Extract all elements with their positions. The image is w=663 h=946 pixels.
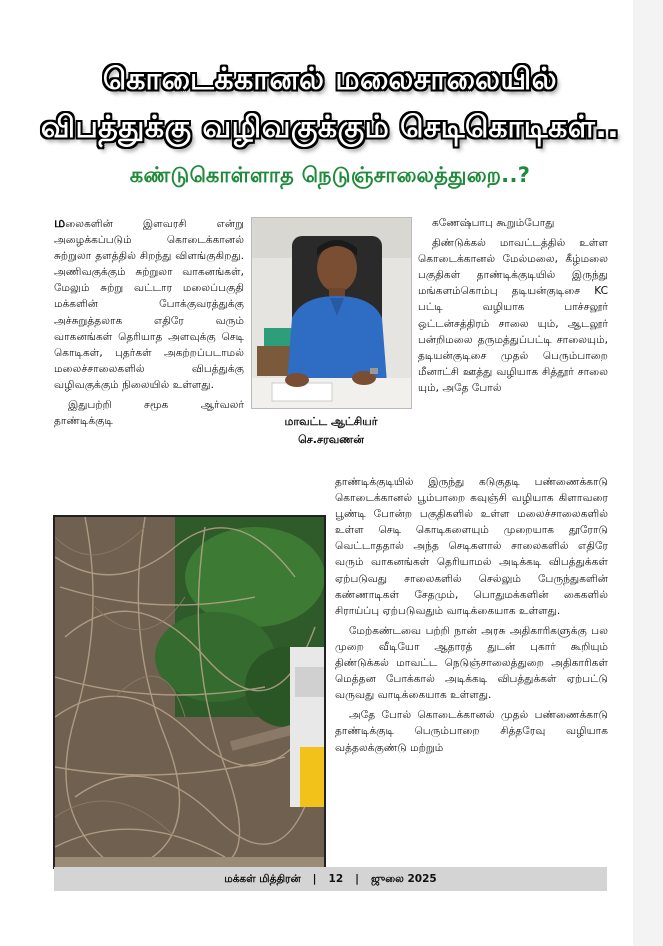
collector-photo-illustration bbox=[252, 218, 411, 408]
wide-column bbox=[335, 474, 608, 760]
right-para-2: திண்டுக்கல் மாவட்டத்தில் உள்ள கொடைக்கானல் மேல்மலை, கீழ்மலை பகுதிகள் தாண்டிக்குடியில் இருந்து மங்களம்கொம்பு தடியன்குடிசை KC பட்டி வழியாக பாச்சலூர் ஒட்டன்சத்திரம் சாலை யும், ஆடலூர் பன்றிமலை தருமத்துப்பட்டி சாலையும், தடியன்குடிசை முதல் பெரும்பாறை மீனாட்சி ஊத்து வழியாக சித்தூர் சாலை யும், அதே போல் bbox=[418, 237, 608, 394]
left-para-1-text: லைகளின் இளவரசி என்று அழைக்கப்படும் கொடைக்கானல் சுற்றுலா தளத்தில் சிறந்து விளங்குகிறது. அணிவகுக்கும் சுற்றுலா வாகனங்கள், மேலும் சுற்று வட்டார மலைப்பகுதி மக்களின் போக்குவரத்துக்கு அச்சுறுத்தலாக எதிரே வரும் வாகனங்கள் தெரியாத அளவுக்கு செடி கொடிகள், புதர்கள் அகற்றப்படாமல் மலைச்சாலைகளில் விபத்துக்கு வழிவகுக்கும் நிலையில் உள்ளது. bbox=[54, 218, 244, 391]
collector-photo bbox=[251, 217, 412, 409]
caption-name: செ.சரவணன் bbox=[298, 433, 364, 446]
photo-caption bbox=[251, 413, 411, 449]
footer-separator-1: | bbox=[312, 873, 317, 885]
left-para-1 bbox=[54, 215, 244, 393]
left-para-2: இதுபற்றி சமூக ஆர்வலர் தாண்டிக்குடி bbox=[54, 399, 244, 428]
footer-page-number: 12 bbox=[328, 873, 344, 885]
right-para-1: கணேஷ்பாபு கூறும்போது bbox=[432, 217, 555, 229]
roadside-vegetation-photo bbox=[53, 515, 326, 869]
drop-cap: ம bbox=[54, 215, 66, 231]
wide-para-3: அதே போல் கொடைக்கானல் முதல் பண்ணைக்காடு தாண்டிக்குடி பெரும்பாறை சித்தரேவு வழியாக வத்தலக்குண்டு மற்றும் bbox=[335, 709, 608, 754]
right-column bbox=[418, 215, 608, 400]
footer-separator-2: | bbox=[355, 873, 359, 885]
headline-subtitle: கண்டுகொள்ளாத நெடுஞ்சாலைத்துறை..? bbox=[129, 163, 531, 187]
headline-line-2: விபத்துக்கு வழிவகுக்கும் செடிகொடிகள்.. bbox=[40, 110, 620, 145]
wide-para-1: தாண்டிக்குடியில் இருந்து கடுகுதடி பண்ணைக்காடு கொடைக்கானல் பூம்பாறை கவுஞ்சி வழியாக கிளாவரை பூண்டி போன்ற பகுதிகளில் உள்ள மலைச்சாலைகளில் உள்ள செடி கொடிகளையும் முறையாக தூரோடு வெட்டாததால் அந்த செடிகளால் சாலைகளில் எதிரே வரும் வாகனங்கள் தெரியாமல் அடிக்கடி விபத்துக்கள் ஏற்படுவது சாலைகளில் செல்லும் பேருந்துகளின் கண்ணாடிகள் சேதமும், பொதுமக்களின் கைகளில் சிராய்ப்பு ஏற்படுவதும் வாடிக்கையாக உள்ளது. bbox=[335, 476, 608, 617]
page-footer bbox=[54, 867, 607, 891]
caption-title: மாவட்ட ஆட்சியர் bbox=[284, 415, 378, 428]
footer-publication: மக்கள் மித்திரன் bbox=[224, 873, 301, 885]
headline-line-1: கொடைக்கானல் மலைசாலையில் bbox=[102, 62, 558, 97]
wide-para-2: மேற்கண்டவை பற்றி நான் அரசு அதிகாரிகளுக்கு பல முறை வீடியோ ஆதாரத் துடன் புகார் கூறியும் திண்டுக்கல் மாவட்ட நெடுஞ்சாலைத்துறை அதிகாரிகள் மெத்தன போக்கால் அடிக்கடி விபத்துக்கள் ஏற்பட்டு வருவது வாடிக்கையாக உள்ளது. bbox=[335, 624, 608, 702]
left-column bbox=[54, 215, 244, 433]
page-edge-shade bbox=[633, 0, 663, 946]
vegetation-illustration bbox=[55, 517, 324, 867]
footer-date: ஜுலை 2025 bbox=[370, 873, 437, 885]
